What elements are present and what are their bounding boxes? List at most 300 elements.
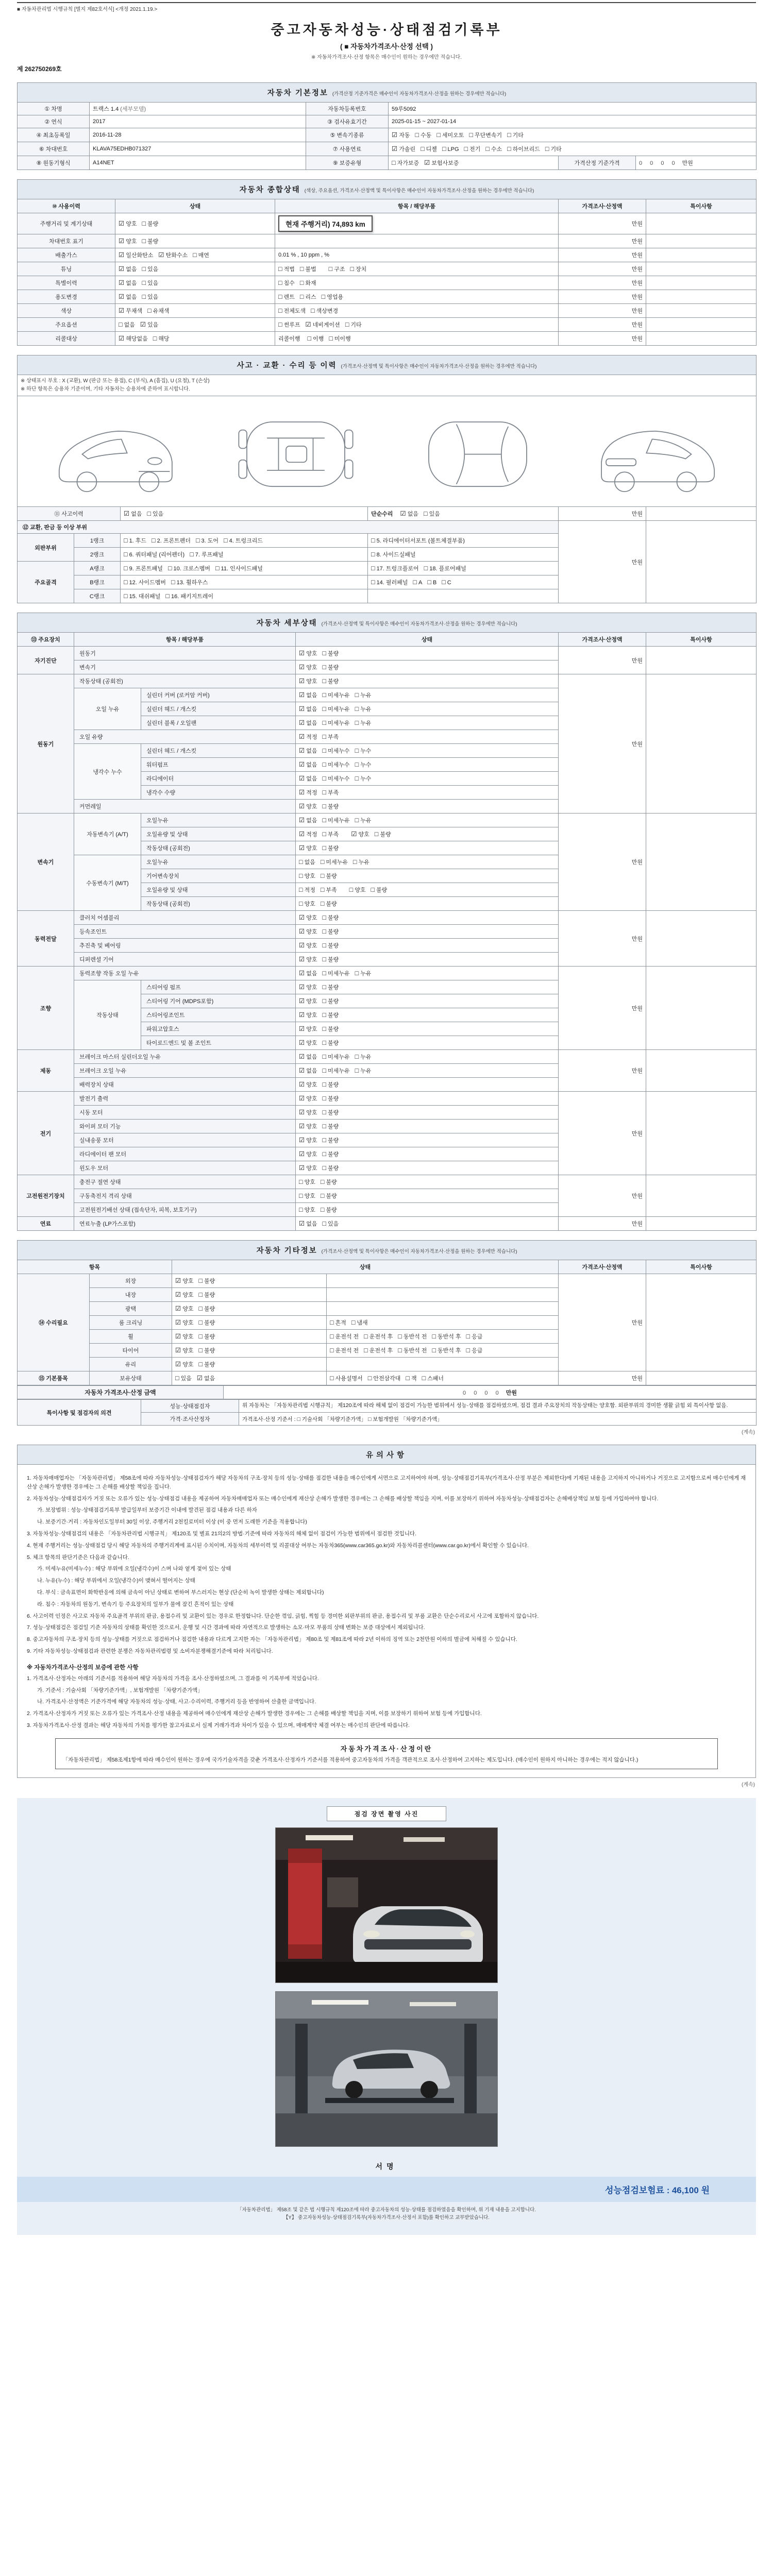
option-label: 적정	[306, 734, 317, 740]
unchecked-option[interactable]	[355, 1053, 372, 1061]
item-label: 스티어링 펌프	[141, 980, 296, 994]
unchecked-option[interactable]	[321, 1192, 337, 1200]
notice-item: 3. 자동차성능·상태점검의 내용은 「자동차관리법 시행규칙」 제120조 및 별표 21의2의 방법·기준에 따라 자동차의 해체 없이 점검이 가능한 범위에서 점검한 것입니다.	[27, 1530, 417, 1537]
checkbox-unchecked-icon: □	[320, 1192, 325, 1199]
unchecked-option[interactable]	[322, 747, 349, 755]
unchecked-option[interactable]	[432, 1332, 461, 1341]
checked-option[interactable]	[140, 320, 158, 329]
checked-option[interactable]	[299, 802, 317, 810]
unchecked-option[interactable]	[466, 1332, 483, 1341]
checkbox-unchecked-icon: □	[299, 293, 304, 300]
option-label: 13. 휠하우스	[176, 580, 208, 586]
unchecked-option[interactable]	[299, 900, 315, 908]
checked-option[interactable]	[299, 997, 317, 1005]
unchecked-option[interactable]	[224, 536, 263, 545]
unchecked-option[interactable]	[432, 1346, 461, 1354]
checked-option[interactable]	[299, 1219, 317, 1228]
option-label: 없음	[126, 280, 137, 286]
unchecked-option[interactable]	[330, 1374, 363, 1382]
option-label: 18. 플로어패널	[429, 566, 466, 572]
unchecked-option[interactable]	[415, 131, 431, 139]
checked-option[interactable]	[175, 1291, 193, 1299]
unchecked-option[interactable]	[398, 1332, 427, 1341]
unchecked-option[interactable]	[311, 307, 338, 315]
unchecked-option[interactable]	[152, 536, 191, 545]
first-registration-date: 2016-11-28	[90, 128, 306, 142]
checked-option[interactable]	[175, 1346, 193, 1354]
checked-option[interactable]	[299, 774, 317, 783]
unchecked-option[interactable]	[355, 1066, 372, 1075]
unchecked-option[interactable]	[124, 564, 163, 572]
unchecked-option[interactable]	[299, 1206, 315, 1214]
checkbox-checked-icon: ☑	[196, 1375, 203, 1382]
subsystem-label: 오일 누유	[74, 688, 141, 730]
unchecked-option[interactable]	[422, 1374, 444, 1382]
unchecked-option[interactable]	[392, 159, 419, 167]
unchecked-option[interactable]	[322, 663, 339, 671]
unchecked-option[interactable]	[322, 1025, 339, 1033]
unchecked-option[interactable]	[355, 774, 372, 783]
unchecked-option[interactable]	[355, 816, 372, 824]
checked-option[interactable]	[299, 1025, 317, 1033]
option-label: 불량	[328, 1124, 339, 1130]
checked-option[interactable]	[299, 816, 317, 824]
checked-option[interactable]	[299, 705, 317, 713]
checked-option[interactable]	[400, 510, 418, 518]
item-label: 작동상태 (공회전)	[141, 897, 296, 911]
unchecked-option[interactable]	[371, 536, 465, 545]
checked-option[interactable]	[175, 1277, 193, 1285]
unchecked-option[interactable]	[322, 802, 339, 810]
unchecked-option[interactable]	[371, 578, 408, 586]
checked-option[interactable]	[299, 941, 317, 950]
panel-options	[121, 534, 368, 548]
unchecked-option[interactable]	[300, 293, 316, 301]
checked-option[interactable]	[299, 969, 317, 977]
checkbox-checked-icon: ☑	[175, 1277, 181, 1284]
checked-option[interactable]	[175, 1318, 193, 1327]
checkbox-checked-icon: ☑	[299, 1137, 305, 1144]
appraiser-opinion-text: 가격조사·산정 기준서 : □ 기술사회 「차량기준가액」 □ 보험개발원 「차량기준가액」	[239, 1413, 757, 1426]
checked-option[interactable]	[299, 788, 317, 796]
unchecked-option[interactable]	[142, 265, 158, 273]
unchecked-option[interactable]	[322, 733, 339, 741]
unchecked-option[interactable]	[278, 320, 300, 329]
unchecked-option[interactable]	[198, 1291, 215, 1299]
row-label: 주행거리 및 계기상태	[18, 213, 115, 234]
unchecked-option[interactable]	[322, 719, 349, 727]
unchecked-option[interactable]	[436, 131, 464, 139]
unchecked-option[interactable]	[427, 579, 436, 586]
checked-option[interactable]	[299, 844, 317, 852]
row-label: 배출가스	[18, 248, 115, 262]
unchecked-option[interactable]	[278, 293, 295, 301]
unchecked-option[interactable]	[168, 564, 210, 572]
item-label: 오일누유	[141, 814, 296, 827]
unchecked-option[interactable]	[322, 830, 339, 838]
column-header: 상태	[115, 199, 275, 213]
unchecked-option[interactable]	[371, 564, 419, 572]
continuation-mark: (계속)	[742, 1430, 755, 1435]
checked-option[interactable]	[299, 1108, 317, 1116]
unchecked-option[interactable]	[355, 691, 372, 699]
checked-option[interactable]	[158, 251, 188, 259]
checked-option[interactable]	[424, 159, 459, 167]
checked-option[interactable]	[299, 1122, 317, 1130]
checked-option[interactable]	[119, 265, 137, 273]
option-label: 보험사보증	[431, 160, 459, 166]
checked-option[interactable]	[351, 830, 369, 838]
unchecked-option[interactable]	[322, 1164, 339, 1172]
unchecked-option[interactable]	[198, 1360, 215, 1368]
unchecked-option[interactable]	[142, 237, 158, 245]
option-label: 있음	[147, 294, 159, 300]
option-label: 5. 라디에이터서포트 (볼트체결부품)	[376, 538, 465, 544]
unchecked-option[interactable]	[322, 913, 339, 922]
unchecked-option[interactable]	[329, 265, 345, 273]
unchecked-option[interactable]	[322, 677, 339, 685]
label-cell: ⑤ 변속기종류	[306, 128, 389, 142]
unchecked-option[interactable]	[345, 320, 362, 329]
checked-option[interactable]	[299, 760, 317, 769]
unchecked-option[interactable]	[300, 279, 316, 287]
unchecked-option[interactable]	[375, 830, 391, 838]
checked-option[interactable]	[124, 510, 142, 518]
unchecked-option[interactable]	[278, 265, 295, 273]
checkbox-checked-icon: ☑	[299, 1164, 305, 1172]
unchecked-option[interactable]	[198, 1318, 215, 1327]
exchange-panel-label: ⑫ 교환, 판금 등 이상 부위	[18, 521, 559, 534]
checkbox-unchecked-icon: □	[322, 831, 327, 838]
unchecked-option[interactable]	[299, 858, 315, 866]
option-label: 불량	[328, 957, 339, 963]
status-cell	[296, 953, 559, 967]
status-cell	[296, 1189, 559, 1203]
unchecked-option[interactable]	[124, 592, 160, 600]
unchecked-option[interactable]	[322, 1094, 339, 1103]
unchecked-option[interactable]	[322, 844, 339, 852]
checkbox-checked-icon: ☑	[299, 1095, 305, 1102]
option-label: 없음	[126, 266, 137, 273]
status-cell	[296, 925, 559, 939]
status-cell	[296, 1092, 559, 1106]
inspection-report-page	[17, 0, 756, 2235]
checked-option[interactable]	[119, 307, 142, 315]
status-cell	[115, 262, 275, 276]
simple-repair-cell	[368, 507, 559, 521]
row-label: 용도변경	[18, 290, 115, 304]
unchecked-option[interactable]	[355, 760, 372, 769]
checkbox-checked-icon: ☑	[175, 1319, 181, 1326]
checked-option[interactable]	[175, 1360, 193, 1368]
checkbox-unchecked-icon: □	[322, 1220, 327, 1227]
unchecked-option[interactable]	[364, 1332, 393, 1341]
checkbox-unchecked-icon: □	[142, 293, 146, 300]
inspection-valid-period: 2025-01-15 ~ 2027-01-14	[389, 115, 757, 128]
unchecked-option[interactable]	[142, 293, 158, 301]
unchecked-option[interactable]	[190, 550, 223, 558]
checkbox-unchecked-icon: □	[322, 1053, 327, 1060]
unchecked-option[interactable]	[322, 1011, 339, 1019]
checked-option[interactable]	[299, 913, 317, 922]
option-label: 있음	[147, 322, 159, 328]
unchecked-option[interactable]	[353, 858, 369, 866]
checked-option[interactable]	[299, 747, 317, 755]
item-label: 오일유량 및 상태	[141, 827, 296, 841]
unchecked-option[interactable]	[406, 1374, 416, 1382]
checkbox-unchecked-icon: □	[320, 872, 325, 879]
unchecked-option[interactable]	[322, 1219, 339, 1228]
checked-option[interactable]	[299, 677, 317, 685]
unchecked-option[interactable]	[165, 592, 213, 600]
checkbox-checked-icon: ☑	[299, 733, 305, 740]
notice-item: 가. 기준서 : 기술사회 「차량기준가액」, 보험개발원 「차량기준가액」	[37, 1687, 203, 1693]
checked-option[interactable]	[119, 219, 137, 228]
unchecked-option[interactable]	[198, 1304, 215, 1313]
unchecked-option[interactable]	[355, 969, 372, 977]
option-label: 적정	[304, 887, 315, 893]
notice-item: 나. 가격조사·산정액은 기준가격에 해당 자동차의 성능·상태, 사고·수리이력, 주행거리 등을 반영하여 산출한 금액입니다.	[37, 1699, 316, 1705]
unchecked-option[interactable]	[371, 550, 416, 558]
unchecked-option[interactable]	[322, 927, 339, 936]
unchecked-option[interactable]	[124, 536, 146, 545]
unchecked-option[interactable]	[322, 969, 349, 977]
unchecked-option[interactable]	[278, 279, 295, 287]
unchecked-option[interactable]	[368, 1374, 401, 1382]
unchecked-option[interactable]	[322, 997, 339, 1005]
checked-option[interactable]	[299, 1136, 317, 1144]
option-label: 있음	[153, 511, 164, 517]
checked-option[interactable]	[175, 1304, 193, 1313]
unchecked-option[interactable]	[119, 320, 135, 329]
price-survey-info-text: 「자동차관리법」 제58조제1항에 따라 매수인이 원하는 경우에 국가기술자격을 갖춘 가격조사·산정자가 기준서를 적용하여 중고자동차의 가격을 객관적으로 조사·산정하여 고지하는 제도입니다. (매수인이 원하지 아니하는 경우에는 적지 않습니다.)	[62, 1756, 638, 1763]
note-cell	[646, 304, 757, 318]
unchecked-option[interactable]	[485, 145, 502, 153]
unchecked-option[interactable]	[198, 1332, 215, 1341]
unchecked-option[interactable]	[322, 1053, 349, 1061]
checkbox-unchecked-icon: □	[299, 900, 303, 907]
unchecked-option[interactable]	[299, 872, 315, 880]
unchecked-option[interactable]	[124, 578, 166, 586]
unchecked-option[interactable]	[413, 579, 422, 586]
unchecked-option[interactable]	[198, 1277, 215, 1285]
item-label: 스티어링 기어 (MDPS포함)	[141, 994, 296, 1008]
option-label: A	[418, 580, 423, 586]
checked-option[interactable]	[299, 1150, 317, 1158]
unchecked-option[interactable]	[196, 536, 219, 545]
checked-option[interactable]	[119, 237, 137, 245]
unchecked-option[interactable]	[175, 1374, 192, 1382]
option-label: 16. 패키지트레이	[171, 594, 214, 600]
option-label: 양호	[182, 1334, 194, 1340]
unchecked-option[interactable]	[322, 1150, 339, 1158]
unchecked-option[interactable]	[322, 774, 349, 783]
option-label: 일산화탄소	[126, 252, 154, 259]
checked-option[interactable]	[299, 983, 317, 991]
label-cell: ⑥ 차대번호	[18, 142, 90, 156]
unchecked-option[interactable]	[424, 510, 440, 518]
unchecked-option[interactable]	[215, 564, 263, 572]
option-label: 15. 대쉬패널	[129, 594, 161, 600]
final-price-label: 자동차 가격조사·산정 금액	[18, 1386, 224, 1399]
unchecked-option[interactable]	[442, 579, 451, 586]
checkbox-unchecked-icon: □	[190, 551, 194, 558]
unchecked-option[interactable]	[330, 1346, 359, 1354]
checked-option[interactable]	[299, 927, 317, 936]
unchecked-option[interactable]	[469, 131, 502, 139]
unchecked-option[interactable]	[322, 649, 339, 657]
unchecked-option[interactable]	[349, 886, 366, 894]
unchecked-option[interactable]	[193, 251, 209, 259]
status-cell	[296, 869, 559, 883]
unchecked-option[interactable]	[299, 1192, 315, 1200]
option-label: 양호	[182, 1278, 194, 1284]
unchecked-option[interactable]	[398, 1346, 427, 1354]
unchecked-option[interactable]	[322, 293, 343, 301]
option-label: 양호	[182, 1320, 194, 1326]
unchecked-option[interactable]	[322, 1039, 339, 1047]
unchecked-option[interactable]	[322, 1136, 339, 1144]
option-label: 불량	[204, 1306, 215, 1312]
checked-option[interactable]	[299, 1094, 317, 1103]
checked-option[interactable]	[299, 1011, 317, 1019]
checkbox-unchecked-icon: □	[124, 551, 128, 558]
unchecked-option[interactable]	[330, 1318, 346, 1327]
unchecked-option[interactable]	[545, 145, 562, 153]
checkbox-unchecked-icon: □	[322, 747, 327, 754]
checkbox-unchecked-icon: □	[352, 858, 357, 866]
checkbox-unchecked-icon: □	[351, 1319, 356, 1326]
unchecked-option[interactable]	[321, 1178, 337, 1186]
unchecked-option[interactable]	[329, 334, 350, 343]
checked-option[interactable]	[299, 1080, 317, 1089]
detail-cell	[275, 318, 559, 332]
unchecked-option[interactable]	[355, 719, 372, 727]
unchecked-option[interactable]	[147, 307, 169, 315]
checked-option[interactable]	[299, 691, 317, 699]
unchecked-option[interactable]	[464, 145, 481, 153]
unchecked-option[interactable]	[424, 564, 466, 572]
status-cell	[172, 1371, 327, 1385]
panel-options	[121, 589, 368, 603]
checked-option[interactable]	[299, 649, 317, 657]
unchecked-option[interactable]	[299, 886, 315, 894]
extra-cell	[327, 1330, 559, 1344]
checked-option[interactable]	[175, 1332, 193, 1341]
checked-option[interactable]	[299, 663, 317, 671]
unchecked-option[interactable]	[153, 334, 170, 343]
unchecked-option[interactable]	[371, 886, 387, 894]
unchecked-option[interactable]	[355, 705, 372, 713]
unchecked-option[interactable]	[322, 941, 339, 950]
unchecked-option[interactable]	[322, 1108, 339, 1116]
unchecked-option[interactable]	[322, 1122, 339, 1130]
unchecked-option[interactable]	[507, 131, 524, 139]
checked-option[interactable]	[299, 1039, 317, 1047]
checked-option[interactable]	[299, 1066, 317, 1075]
option-label: 양호	[304, 1193, 315, 1199]
unchecked-option[interactable]	[330, 1332, 359, 1341]
unchecked-option[interactable]	[171, 578, 208, 586]
checked-option[interactable]	[392, 131, 410, 139]
unchecked-option[interactable]	[142, 219, 158, 228]
unchecked-option[interactable]	[322, 760, 349, 769]
unchecked-option[interactable]	[421, 145, 437, 153]
amount-cell: 만원	[559, 1217, 646, 1231]
unchecked-option[interactable]	[321, 886, 337, 894]
unchecked-option[interactable]	[322, 983, 339, 991]
unchecked-option[interactable]	[300, 265, 316, 273]
status-cell	[115, 234, 275, 248]
unchecked-option[interactable]	[355, 747, 372, 755]
checked-option[interactable]	[197, 1374, 215, 1382]
unchecked-option[interactable]	[322, 705, 349, 713]
checked-option[interactable]	[299, 1053, 317, 1061]
extra-cell	[327, 1316, 559, 1330]
checked-option[interactable]	[299, 955, 317, 963]
checked-option[interactable]	[119, 279, 137, 287]
unchecked-option[interactable]	[442, 145, 459, 152]
unchecked-option[interactable]	[322, 788, 339, 796]
checkbox-unchecked-icon: □	[322, 1150, 327, 1158]
unchecked-option[interactable]	[124, 550, 184, 558]
unchecked-option[interactable]	[198, 1346, 215, 1354]
unchecked-option[interactable]	[466, 1346, 483, 1354]
unchecked-option[interactable]	[299, 1178, 315, 1186]
item-label: 타이로드엔드 및 볼 조인트	[141, 1036, 296, 1050]
item-label: 실린더 헤드 / 개스킷	[141, 702, 296, 716]
unchecked-option[interactable]	[322, 816, 349, 824]
unchecked-option[interactable]	[322, 691, 349, 699]
section-note: (가격산정 기준가격은 매수인이 자동차가격조사·산정을 원하는 경우에만 적습니다)	[332, 91, 507, 97]
amount-cell: 만원	[559, 248, 646, 262]
checked-option[interactable]	[305, 320, 340, 329]
unchecked-option[interactable]	[321, 872, 337, 880]
unchecked-option[interactable]	[507, 145, 540, 153]
unchecked-option[interactable]	[322, 1080, 339, 1089]
checked-option[interactable]	[299, 830, 317, 838]
unchecked-option[interactable]	[278, 307, 306, 315]
checked-option[interactable]	[119, 293, 137, 301]
unchecked-option[interactable]	[364, 1346, 393, 1354]
option-label: 양호	[306, 665, 317, 671]
checkbox-unchecked-icon: □	[432, 1333, 436, 1340]
unchecked-option[interactable]	[322, 955, 339, 963]
option-label: 네비게이션	[312, 322, 340, 328]
unchecked-option[interactable]	[308, 334, 324, 343]
unchecked-option[interactable]	[350, 265, 366, 273]
checkbox-unchecked-icon: □	[167, 565, 172, 572]
checkbox-unchecked-icon: □	[198, 1347, 203, 1354]
checked-option[interactable]	[299, 1164, 317, 1172]
unchecked-option[interactable]	[322, 1066, 349, 1075]
checked-option[interactable]	[392, 145, 415, 153]
checkbox-unchecked-icon: □	[322, 1025, 327, 1032]
checked-option[interactable]	[119, 334, 148, 343]
unchecked-option[interactable]	[351, 1318, 368, 1327]
checkbox-unchecked-icon: □	[421, 145, 425, 152]
unchecked-option[interactable]	[321, 900, 337, 908]
checked-option[interactable]	[299, 733, 317, 741]
item-label: 클러치 어셈블리	[74, 911, 296, 925]
unchecked-option[interactable]	[142, 279, 158, 287]
unchecked-option[interactable]	[147, 510, 163, 518]
checked-option[interactable]	[299, 719, 317, 727]
unchecked-option[interactable]	[321, 858, 348, 866]
option-label: 운전석 전	[335, 1334, 359, 1340]
checked-option[interactable]	[119, 251, 153, 259]
unchecked-option[interactable]	[321, 1206, 337, 1214]
